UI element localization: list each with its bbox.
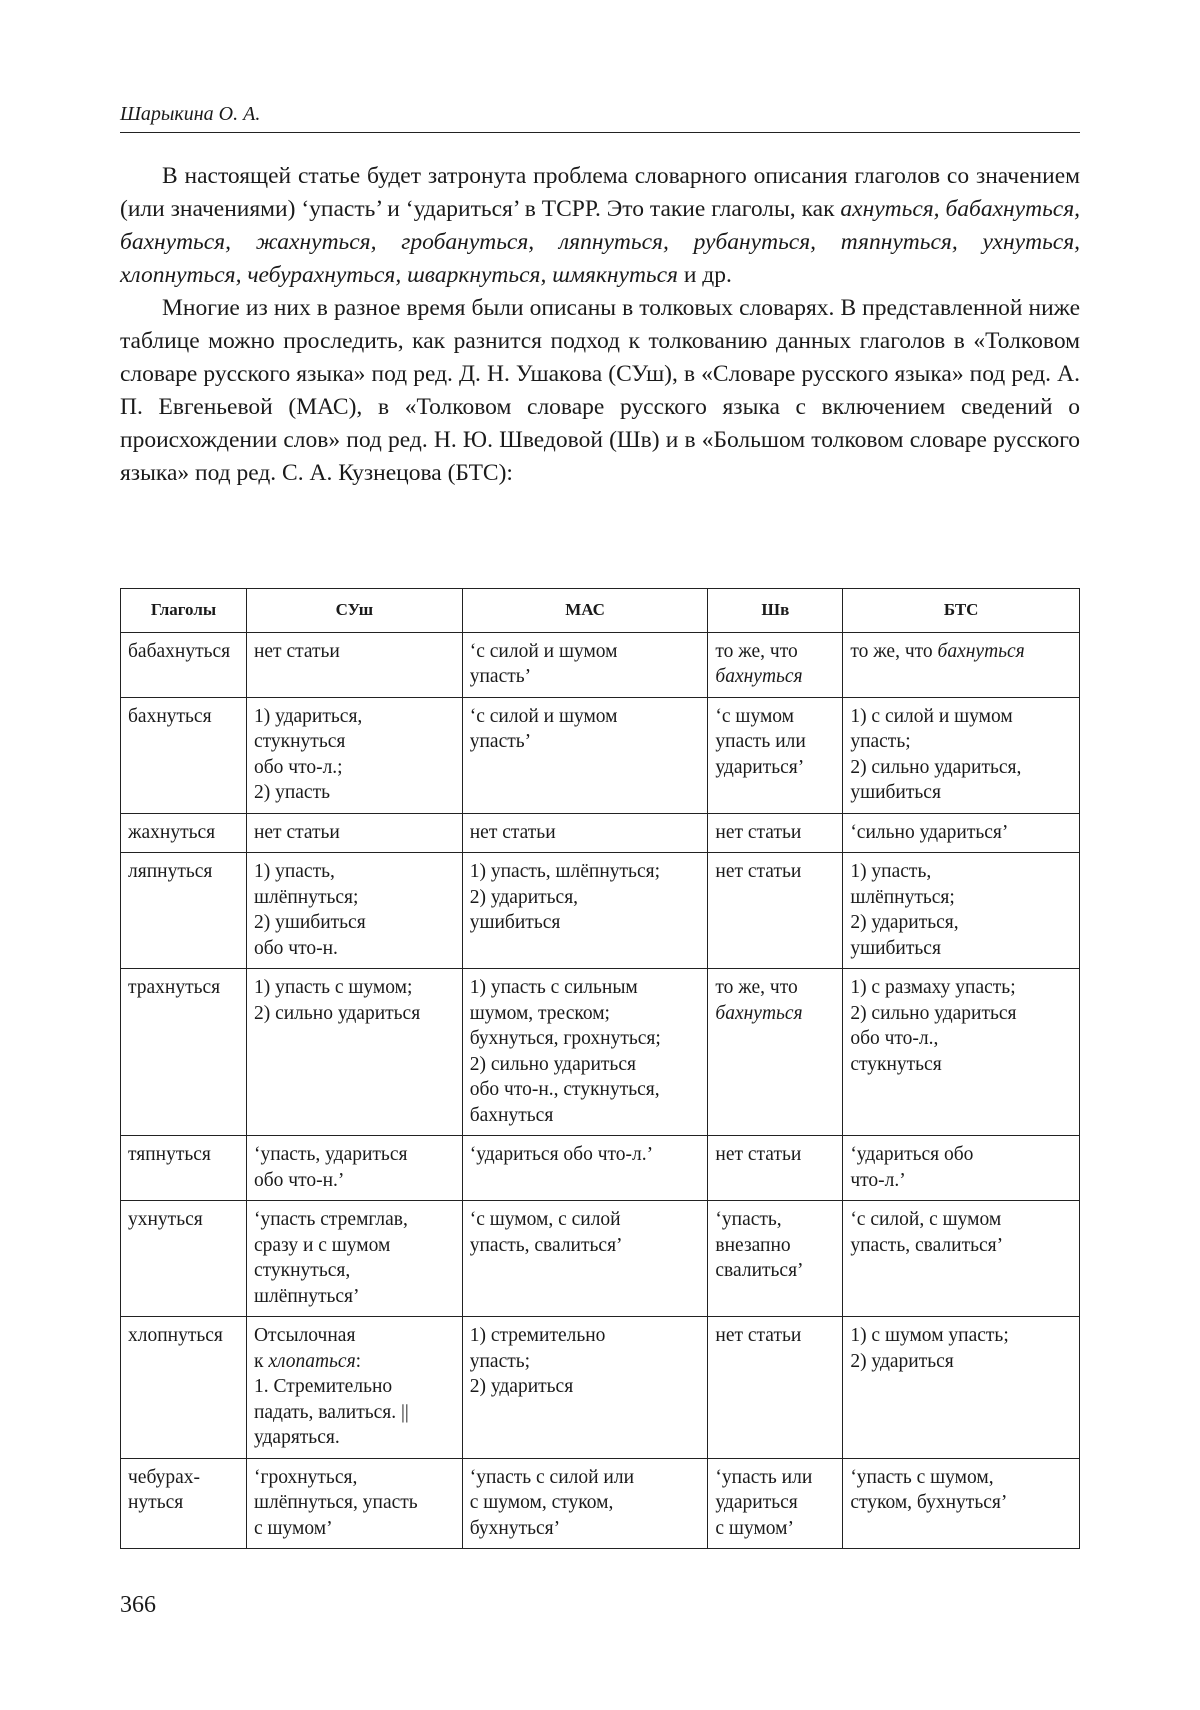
page-number: 366 — [120, 1592, 156, 1618]
cell-line — [470, 729, 702, 755]
cell-line — [470, 1207, 702, 1233]
text-run: обо что-л., — [850, 1028, 939, 1049]
cell-line — [470, 1349, 702, 1375]
cell-line — [850, 1323, 1073, 1349]
text-run: к — [253, 1350, 269, 1372]
italic-term: бахнуться — [715, 1002, 803, 1024]
text-run: 1) упасть, — [253, 861, 335, 882]
cell-sush — [246, 1458, 462, 1549]
text-run: 1) упасть, шлёпнуться; — [469, 861, 660, 882]
cell-line — [254, 1465, 456, 1491]
cell-line — [850, 1026, 1073, 1052]
cell-line — [128, 1142, 240, 1168]
cell-line — [128, 1207, 240, 1233]
cell-line — [254, 1349, 456, 1375]
text-run: ушибиться — [850, 782, 941, 803]
text-run: упасть’ — [469, 666, 532, 687]
text-run: : — [355, 1350, 362, 1372]
text-run: 2) удариться, — [469, 886, 579, 908]
cell-line — [128, 639, 240, 665]
cell-line — [128, 1323, 240, 1349]
cell-line — [850, 975, 1073, 1001]
text-run: ‘грохнуться, — [253, 1466, 358, 1488]
cell-line — [470, 820, 702, 846]
cell-line — [850, 704, 1073, 730]
text-run: удариться’ — [715, 756, 805, 778]
table-row — [121, 1458, 1080, 1549]
text-run: 1) упасть с шумом; — [253, 977, 413, 998]
cell-line — [715, 1001, 836, 1027]
cell-sush — [246, 1317, 462, 1459]
cell-line — [850, 755, 1073, 781]
text-run: нет статьи — [715, 1144, 802, 1165]
cell-line — [470, 1026, 702, 1052]
cell-line — [128, 859, 240, 885]
text-run: чебурах- — [128, 1466, 201, 1488]
table-row — [121, 632, 1080, 697]
text-run: 2) удариться — [850, 1350, 954, 1372]
text-run: шлёпнуться, упасть — [253, 1492, 418, 1513]
cell-sush — [246, 813, 462, 853]
text-run: ушибиться — [850, 937, 941, 959]
text-run: ‘упасть с силой или — [469, 1466, 635, 1488]
table-row — [121, 969, 1080, 1136]
cell-line — [470, 859, 702, 885]
cell-line — [470, 664, 702, 690]
text-run: ‘с силой, с шумом — [850, 1209, 1002, 1230]
cell-line — [254, 1233, 456, 1259]
cell-verb — [121, 1317, 247, 1459]
cell-line — [715, 1490, 836, 1516]
cell-line — [715, 1465, 836, 1491]
cell-bts — [843, 969, 1080, 1136]
text-run: трахнуться — [128, 977, 221, 998]
cell-line — [470, 1374, 702, 1400]
text-run: обо что-н., стукнуться, — [469, 1079, 660, 1100]
running-header — [120, 100, 1080, 133]
cell-line — [254, 1516, 456, 1542]
text-run: В настоящей статье будет затронута проблема словарного описания глаголов со значением (или значениями) ‘упасть’ и ‘удариться’ в ТСРР. Это такие глаголы, как — [120, 163, 1080, 222]
article-body — [120, 160, 1080, 490]
text-run: 2) удариться, — [850, 912, 959, 933]
text-run: ‘упасть или — [715, 1466, 813, 1488]
text-run: 1) с шумом упасть; — [850, 1325, 1009, 1346]
cell-shv — [708, 853, 843, 969]
cell-line — [128, 704, 240, 730]
dictionary-comparison-table — [120, 588, 1080, 1549]
cell-verb — [121, 969, 247, 1136]
table-row — [121, 813, 1080, 853]
text-run: с шумом’ — [715, 1517, 794, 1539]
text-run: свалиться’ — [715, 1260, 804, 1281]
cell-line — [715, 1516, 836, 1542]
text-run: ‘упасть стремглав, — [253, 1209, 408, 1230]
cell-line — [850, 1001, 1073, 1027]
italic-term: бахнуться — [937, 640, 1025, 662]
text-run: нет статьи — [715, 821, 802, 843]
cell-line — [470, 885, 702, 911]
text-run: 1. Стремительно — [253, 1376, 393, 1397]
cell-mas — [462, 1317, 708, 1459]
cell-line — [715, 664, 836, 690]
cell-line — [254, 780, 456, 806]
cell-line — [128, 1465, 240, 1491]
text-run: хлопнуться — [128, 1325, 223, 1346]
cell-line — [470, 639, 702, 665]
text-run: ‘с силой и шумом — [469, 705, 618, 727]
text-run: 2) упасть — [253, 782, 330, 803]
text-run: нет статьи — [469, 821, 556, 843]
cell-bts — [843, 1136, 1080, 1201]
cell-line — [254, 704, 456, 730]
cell-verb — [121, 1136, 247, 1201]
text-run: упасть, свалиться’ — [850, 1234, 1004, 1256]
text-run: 2) ушибиться — [253, 912, 366, 933]
cell-bts — [843, 1201, 1080, 1317]
cell-line — [715, 639, 836, 665]
cell-line — [470, 1465, 702, 1491]
cell-shv — [708, 1317, 843, 1459]
cell-line — [470, 975, 702, 1001]
table-body — [121, 632, 1080, 1549]
text-run: 1) упасть, — [850, 861, 932, 882]
cell-line — [254, 910, 456, 936]
text-run: ушибиться — [469, 912, 561, 933]
cell-line — [254, 1400, 456, 1426]
text-run: обо что-н.’ — [253, 1169, 345, 1191]
cell-line — [254, 1284, 456, 1310]
cell-line — [715, 1258, 836, 1284]
cell-shv — [708, 1458, 843, 1549]
italic-term: ахнуться, бабахнуться, бахнуться, жахнуться, гробануться, ляпнуться, рубануться, тяпнуться, ухнуться, хлопнуться, чебурахнуться, шваркнуться, шмякнуться — [120, 196, 1080, 288]
header-mas: МАС — [462, 589, 708, 633]
cell-line — [850, 1168, 1073, 1194]
text-run: стуком, бухнуться’ — [850, 1492, 1008, 1513]
cell-line — [254, 755, 456, 781]
cell-line — [715, 975, 836, 1001]
text-run: ‘упасть с шумом, — [850, 1466, 994, 1488]
text-run: ударяться. — [253, 1427, 340, 1448]
text-run: ухнуться — [128, 1209, 203, 1230]
text-run: 2) сильно удариться, — [850, 756, 1022, 778]
text-run: внезапно — [715, 1234, 791, 1256]
text-run: 2) сильно удариться — [850, 1002, 1017, 1024]
text-run: упасть или — [715, 731, 806, 752]
cell-sush — [246, 632, 462, 697]
text-run: ‘удариться обо — [850, 1144, 974, 1165]
text-run: ‘упасть, удариться — [253, 1144, 408, 1165]
cell-line — [254, 1323, 456, 1349]
text-run: 1) удариться, — [253, 705, 363, 727]
cell-line — [470, 1233, 702, 1259]
cell-bts — [843, 632, 1080, 697]
cell-verb — [121, 697, 247, 813]
cell-line — [470, 1077, 702, 1103]
text-run: ‘с шумом, с силой — [469, 1209, 621, 1230]
cell-mas — [462, 1136, 708, 1201]
text-run: то же, что — [850, 640, 938, 662]
cell-line — [254, 1001, 456, 1027]
cell-bts — [843, 813, 1080, 853]
cell-verb — [121, 1201, 247, 1317]
text-run: бухнуться, грохнуться; — [469, 1028, 661, 1049]
text-run: тяпнуться — [128, 1144, 211, 1165]
cell-shv — [708, 969, 843, 1136]
text-run: обо что-л.; — [253, 756, 343, 778]
cell-line — [254, 1425, 456, 1451]
cell-line — [850, 729, 1073, 755]
cell-line — [850, 1349, 1073, 1375]
text-run: с шумом, стуком, — [469, 1492, 614, 1513]
cell-line — [470, 1052, 702, 1078]
cell-mas — [462, 813, 708, 853]
text-run: нет статьи — [715, 861, 802, 882]
cell-mas — [462, 969, 708, 1136]
cell-line — [850, 1052, 1073, 1078]
cell-line — [254, 820, 456, 846]
cell-shv — [708, 1136, 843, 1201]
header-shv: Шв — [708, 589, 843, 633]
cell-line — [850, 1233, 1073, 1259]
cell-line — [470, 910, 702, 936]
cell-line — [715, 820, 836, 846]
cell-shv — [708, 697, 843, 813]
cell-bts — [843, 1317, 1080, 1459]
text-run: ляпнуться — [128, 861, 213, 882]
table-header-row — [121, 589, 1080, 633]
cell-line — [850, 1142, 1073, 1168]
cell-mas — [462, 1458, 708, 1549]
cell-line — [254, 1207, 456, 1233]
text-run: падать, валиться. || — [253, 1401, 409, 1423]
text-run: 1) упасть с сильным — [469, 977, 638, 998]
table-row — [121, 1317, 1080, 1459]
cell-shv — [708, 1201, 843, 1317]
text-run: бахнуться — [128, 705, 212, 727]
text-run: 2) сильно удариться — [253, 1002, 421, 1024]
cell-line — [715, 729, 836, 755]
italic-term: бахнуться — [715, 666, 803, 687]
text-run: и др. — [677, 262, 732, 288]
cell-shv — [708, 813, 843, 853]
cell-line — [850, 1465, 1073, 1491]
cell-line — [128, 975, 240, 1001]
cell-mas — [462, 853, 708, 969]
text-run: что-л.’ — [850, 1169, 906, 1191]
table-row — [121, 697, 1080, 813]
cell-line — [470, 1103, 702, 1129]
cell-line — [715, 1233, 836, 1259]
table-row — [121, 853, 1080, 969]
cell-mas — [462, 697, 708, 813]
cell-line — [715, 704, 836, 730]
text-run: 2) сильно удариться — [469, 1053, 636, 1075]
cell-line — [850, 885, 1073, 911]
text-run: стукнуться — [850, 1053, 942, 1075]
text-run: ‘с шумом — [715, 705, 794, 727]
cell-line — [254, 885, 456, 911]
text-run: упасть; — [850, 731, 911, 752]
cell-line — [850, 1490, 1073, 1516]
italic-term: хлопаться — [268, 1350, 356, 1372]
cell-line — [254, 975, 456, 1001]
cell-line — [128, 820, 240, 846]
cell-line — [254, 859, 456, 885]
text-run: обо что-н. — [253, 937, 338, 959]
cell-bts — [843, 1458, 1080, 1549]
cell-sush — [246, 853, 462, 969]
text-run: нет статьи — [253, 821, 340, 843]
text-run: бабахнуться — [128, 640, 231, 662]
text-run: ‘упасть, — [715, 1209, 782, 1230]
cell-line — [850, 780, 1073, 806]
text-run: бахнуться — [469, 1104, 554, 1126]
cell-line — [470, 1516, 702, 1542]
cell-bts — [843, 853, 1080, 969]
cell-line — [470, 1323, 702, 1349]
text-run: бухнуться’ — [469, 1517, 561, 1539]
header-bts: БТС — [843, 589, 1080, 633]
table-row — [121, 1201, 1080, 1317]
cell-line — [470, 1142, 702, 1168]
header-verbs: Глаголы — [121, 589, 247, 633]
cell-line — [254, 936, 456, 962]
text-run: шлёпнуться’ — [253, 1285, 360, 1307]
cell-line — [715, 1323, 836, 1349]
text-run: с шумом’ — [253, 1517, 333, 1539]
cell-line — [254, 1374, 456, 1400]
cell-sush — [246, 1201, 462, 1317]
cell-line — [254, 1168, 456, 1194]
cell-mas — [462, 1201, 708, 1317]
cell-line — [850, 1207, 1073, 1233]
cell-sush — [246, 969, 462, 1136]
text-run: упасть; — [469, 1350, 531, 1372]
text-run: стукнуться — [253, 731, 346, 752]
text-run: 2) удариться — [469, 1376, 574, 1397]
author-name: Шарыкина О. А. — [120, 103, 261, 125]
text-run: упасть, свалиться’ — [469, 1234, 623, 1256]
cell-verb — [121, 632, 247, 697]
text-run: Многие из них в разное время были описаны в толковых словарях. В представленной ниже таблице можно проследить, как разнится подход к толкованию данных глаголов в «Толковом словаре русского языка» под ред. Д. Н. Ушакова (СУш), в «Словаре русского языка» под ред. А. П. Евгеньевой (МАС), в «Толковом словаре русского языка с включением сведений о происхождении слов» под ред. Н. Ю. Шведовой (Шв) и в «Большом толковом словаре русского языка» под ред. С. А. Кузнецова (БТС): — [120, 295, 1080, 486]
text-run: 1) стремительно — [469, 1325, 606, 1346]
text-run: сразу и с шумом — [253, 1234, 391, 1256]
cell-line — [715, 755, 836, 781]
text-run: Отсылочная — [253, 1325, 356, 1346]
text-run: 1) с размаху упасть; — [850, 977, 1016, 998]
text-run: шумом, треском; — [469, 1002, 610, 1024]
cell-line — [254, 1142, 456, 1168]
cell-line — [128, 1490, 240, 1516]
text-run: то же, что — [715, 977, 798, 998]
cell-sush — [246, 1136, 462, 1201]
paragraph-2 — [120, 292, 1080, 490]
cell-line — [470, 1001, 702, 1027]
cell-line — [715, 859, 836, 885]
text-run: ‘с силой и шумом — [469, 640, 618, 662]
cell-line — [254, 639, 456, 665]
cell-line — [470, 1490, 702, 1516]
cell-line — [715, 1207, 836, 1233]
cell-line — [850, 859, 1073, 885]
cell-line — [850, 910, 1073, 936]
header-sush: СУш — [246, 589, 462, 633]
cell-line — [850, 639, 1073, 665]
text-run: жахнуться — [128, 821, 216, 843]
paragraph-1 — [120, 160, 1080, 292]
text-run: нет статьи — [253, 640, 340, 662]
cell-sush — [246, 697, 462, 813]
cell-line — [715, 1142, 836, 1168]
text-run: удариться — [715, 1492, 798, 1513]
cell-line — [254, 1258, 456, 1284]
text-run: нет статьи — [715, 1325, 802, 1346]
cell-bts — [843, 697, 1080, 813]
cell-line — [470, 704, 702, 730]
cell-line — [254, 1490, 456, 1516]
text-run: ‘удариться обо что-л.’ — [469, 1144, 654, 1165]
table-row — [121, 1136, 1080, 1201]
cell-shv — [708, 632, 843, 697]
text-run: 1) с силой и шумом — [850, 705, 1013, 727]
text-run: шлёпнуться; — [850, 886, 955, 908]
cell-verb — [121, 813, 247, 853]
text-run: шлёпнуться; — [253, 886, 359, 908]
text-run: стукнуться, — [253, 1260, 351, 1281]
cell-line — [254, 729, 456, 755]
text-run: ‘сильно удариться’ — [850, 821, 1009, 843]
text-run: нуться — [128, 1492, 184, 1513]
cell-verb — [121, 853, 247, 969]
cell-line — [850, 936, 1073, 962]
cell-verb — [121, 1458, 247, 1549]
text-run: упасть’ — [469, 731, 532, 752]
cell-mas — [462, 632, 708, 697]
cell-line — [850, 820, 1073, 846]
text-run: то же, что — [715, 640, 798, 662]
